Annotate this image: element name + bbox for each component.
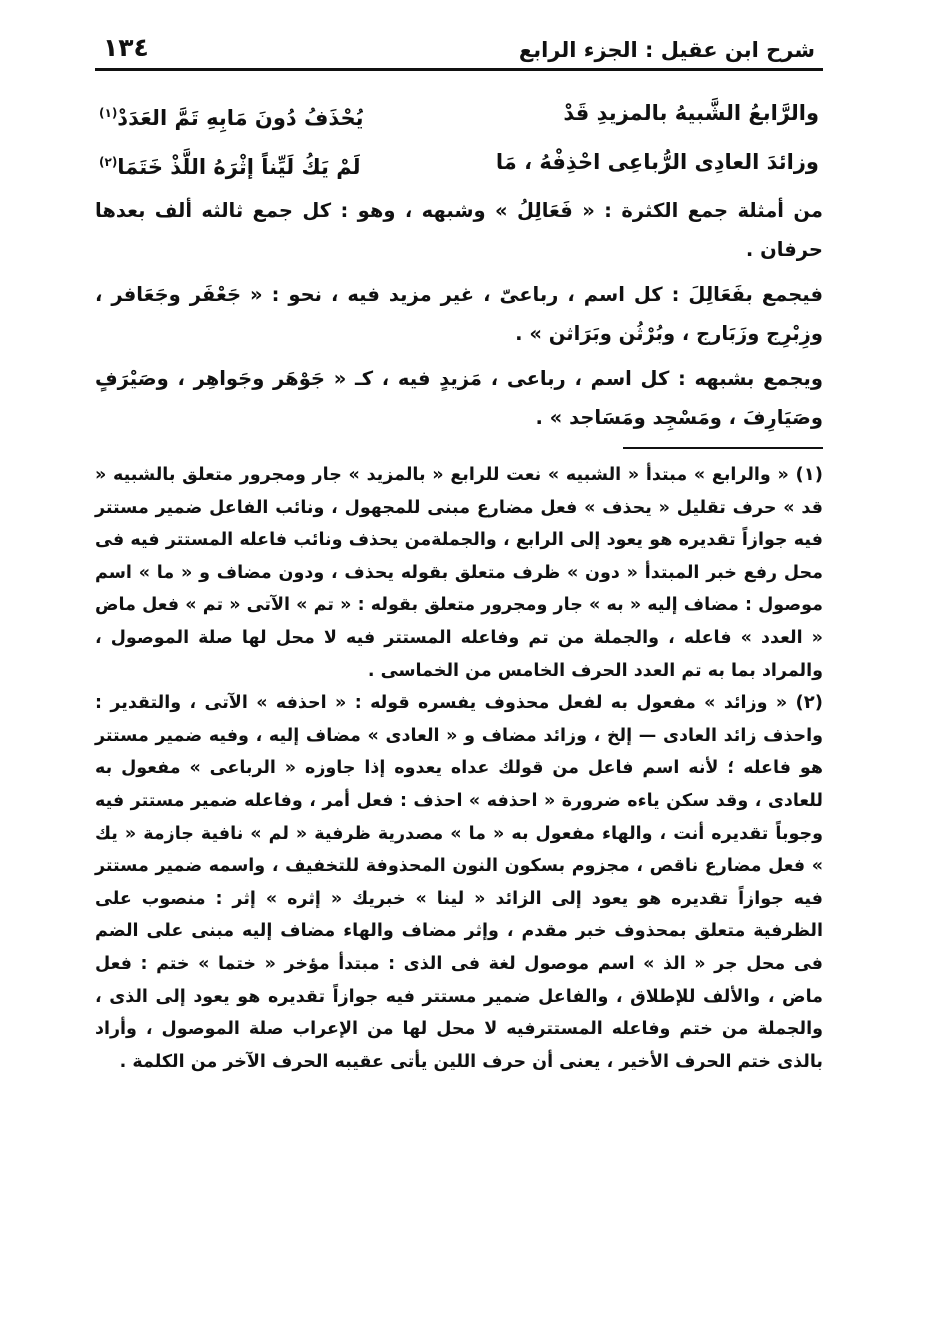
verse-2-second-text: لَمْ يَكُ لَيِّناً إثْرَهُ اللَّذْ خَتَمَا <box>117 155 361 179</box>
verse-2-second-hemistich <box>99 140 361 189</box>
running-head: شرح ابن عقيل : الجزء الرابع <box>518 38 815 62</box>
footnote-2-number: (٢) <box>795 692 824 714</box>
page-header <box>95 24 823 64</box>
verse-1-second-text: يُحْذَفُ دُونَ مَابِهِ تَمَّ العَدَدْ <box>117 106 364 130</box>
footnote-2 <box>95 687 823 1078</box>
footnote-2-text: « وزائد » مفعول به لفعل محذوف يفسره قوله : « احذفه » الآتى ، والتقدير : واحذف زائد العادى — إلخ ، وزائد مضاف و « العادى » مضاف إليه ، وفيه ضمير مستتر هو فاعله ؛ لأنه اسم فاعل من قولك عداه يعدوه إذا جاوزه « الرباعى » مفعول به للعادى ، وقد سكن ياءه ضرورة « احذفه » احذف : فعل أمر ، وفاعله ضمير مستتر فيه وجوباً تقديره أنت ، والهاء مفعول به « ما » مصدرية ظرفية « لم » نافية جازمة « يك » فعل مضارع ناقص ، مجزوم بسكون النون المحذوفة للتخفيف ، واسمه ضمير مستتر فيه جوازاً تقديره هو يعود إلى الزائد « لينا » خبريك « إثره » إثر : منصوب على الظرفية متعلق بمحذوف خبر مقدم ، وإثر مضاف والهاء مضاف إليه مبنى على الضم فى محل جر « الذ » اسم موصول لغة فى الذى : مبتدأ مؤخر « ختما » ختم : فعل ماض ، والألف للإطلاق ، والفاعل ضمير مستتر فيه جوازاً تقديره هو يعود إلى الذى ، والجملة من ختم وفاعله المستترفيه لا محل لها من الإعراب صلة الموصول ، وأراد بالذى ختم الحرف الأخير ، يعنى أن حرف اللين يأتى عقيبه الحرف الآخر من الكلمة . <box>95 693 823 1072</box>
verse-2-first-hemistich: وزائدَ العادِى الرُّباعِى احْذِفْهُ ، مَا <box>495 150 819 174</box>
page-number: ١٣٤ <box>103 33 149 62</box>
footnote-1-text: « والرابع » مبتدأ « الشبيه » نعت للرابع « بالمزيد » جار ومجرور متعلق بالشبيه « قد » حرف تقليل « يحذف » فعل مضارع مبنى للمجهول ، ونائب الفاعل ضمير مستتر فيه جوازاً تقديره هو يعود إلى الرابع ، والجملةمن يحذف ونائب فاعله المستتر فيه فى محل رفع خبر المبتدأ « دون » ظرف متعلق بقوله يحذف ، ودون مضاف و « ما » اسم موصول : مضاف إليه « به » جار ومجرور متعلق بقوله : « تم » الآتى « تم » فعل ماض « العدد » فاعله ، والجملة من تم وفاعله المستتر فيه لا محل لها صلة الموصول ، والمراد بما به تم العدد الحرف الخامس من الخماسى . <box>95 465 823 681</box>
body-paragraph-2: فيجمع بفَعَالِلَ : كل اسم ، رباعىّ ، غير مزيد فيه ، نحو : « جَعْفَر وجَعَافر ، وزِبْرِج وزَبَارج ، وبُرْثُن وبَرَاثن » . <box>95 283 823 345</box>
footnote-ref-2: (٢) <box>99 155 118 169</box>
footnote-ref-1: (١) <box>99 106 118 120</box>
verse-line-2 <box>95 140 823 189</box>
verse-line-1 <box>95 91 823 140</box>
body-paragraph-1: من أمثلة جمع الكثرة : « فَعَالِلُ » وشبهه ، وهو : كل جمع ثالثه ألف بعدها حرفان . <box>95 199 823 261</box>
footnote-separator <box>623 447 823 449</box>
body-paragraph-3: ويجمع بشبهه : كل اسم ، رباعى ، مَزيدٍ فيه ، كـ « جَوْهَر وجَواهِر ، وصَيْرَفٍ وصَيَارِفَ ، ومَسْجِد ومَسَاجد » . <box>95 367 823 429</box>
footnote-1-number: (١) <box>795 464 823 485</box>
verse-1-second-hemistich <box>99 91 364 140</box>
header-rule <box>95 68 823 71</box>
book-page <box>95 24 823 1078</box>
footnote-1 <box>95 459 823 687</box>
verse-1-first-hemistich: والرَّابعُ الشَّبيهُ بالمزيدِ قَدْ <box>563 101 819 125</box>
